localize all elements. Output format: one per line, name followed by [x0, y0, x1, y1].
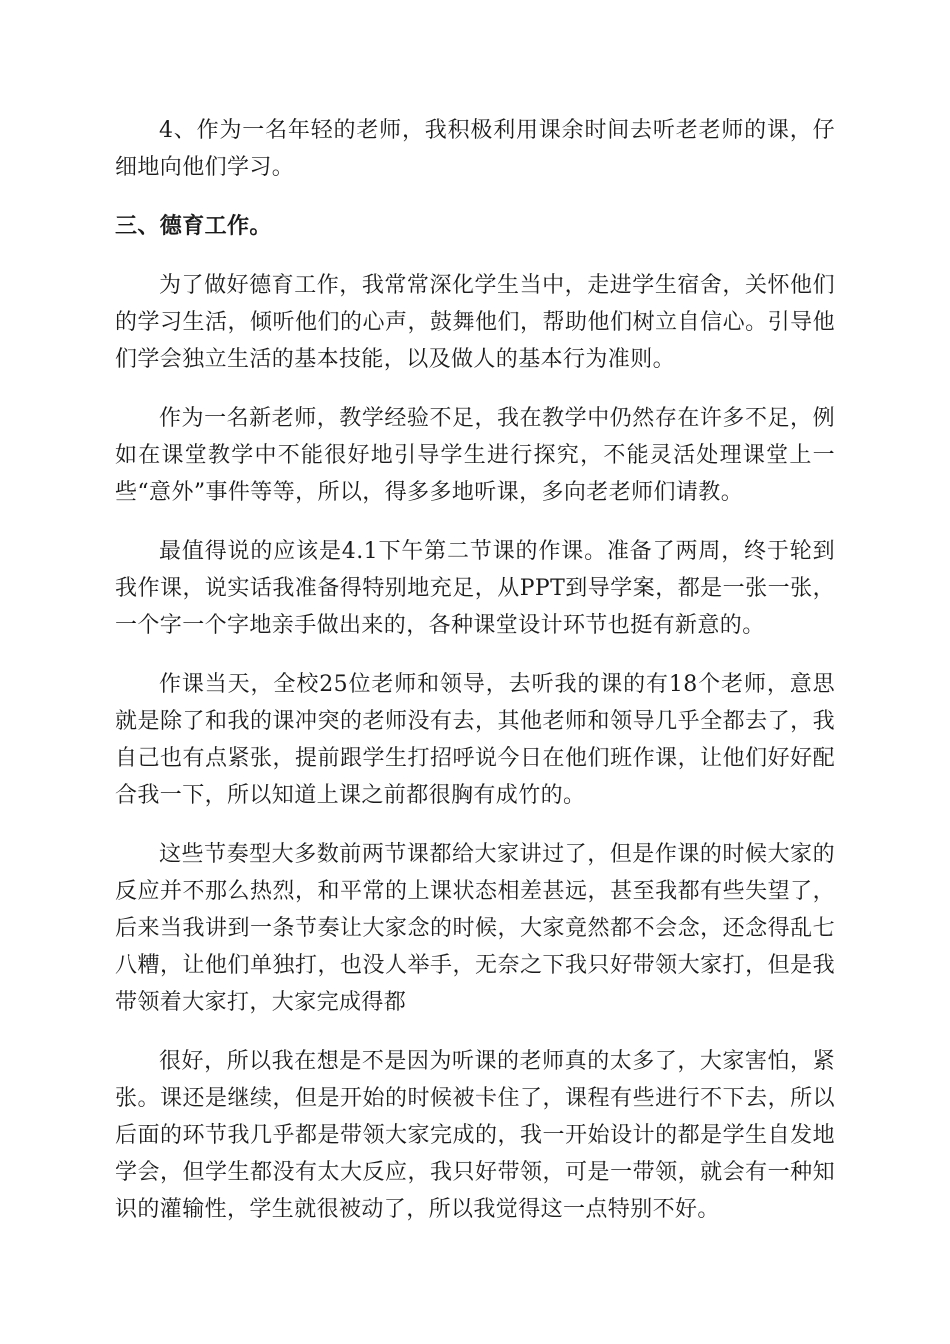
- paragraph-rhythm-patterns: 这些节奏型大多数前两节课都给大家讲过了，但是作课的时候大家的反应并不那么热烈，和平常的上课状态相差甚远，甚至我都有些失望了，后来当我讲到一条节奏让大家念的时候，大家竟然都不会念，还念得乱七八糟，让他们单独打，也没人举手，无奈之下我只好带领大家打，但是我带领着大家打，大家完成得都: [115, 842, 835, 1015]
- section-heading-moral-education: 三、德育工作。: [115, 214, 272, 239]
- paragraph-demo-lesson-day: 作课当天，全校25位老师和领导，去听我的课的有18个老师，意思就是除了和我的课冲突的老师没有去，其他老师和领导几乎全都去了，我自己也有点紧张，提前跟学生打招呼说今日在他们班作课，让他们好好配合我一下，所以知道上课之前都很胸有成竹的。: [115, 672, 835, 808]
- paragraph-moral-education-work: 为了做好德育工作，我常常深化学生当中，走进学生宿舍，关怀他们的学习生活，倾听他们的心声，鼓舞他们，帮助他们树立自信心。引导他们学会独立生活的基本技能，以及做人的基本行为准则。: [115, 273, 835, 372]
- document-page: [115, 112, 835, 1250]
- paragraph-new-teacher-shortcomings: 作为一名新老师，教学经验不足，我在教学中仍然存在许多不足，例如在课堂教学中不能很好地引导学生进行探究，不能灵活处理课堂上一些“意外”事件等等，所以，得多多地听课，多向老老师们请教。: [115, 406, 835, 505]
- paragraph-demo-lesson-preparation: 最值得说的应该是4.1下午第二节课的作课。准备了两周，终于轮到我作课，说实话我准备得特别地充足，从PPT到导学案，都是一张一张，一个字一个字地亲手做出来的，各种课堂设计环节也挺有新意的。: [115, 539, 835, 638]
- paragraph-young-teacher-learning: 4、作为一名年轻的老师，我积极利用课余时间去听老老师的课，仔细地向他们学习。: [115, 118, 835, 180]
- paragraph-lesson-reflection: 很好，所以我在想是不是因为听课的老师真的太多了，大家害怕，紧张。课还是继续，但是开始的时候被卡住了，课程有些进行不下去，所以后面的环节我几乎都是带领大家完成的，我一开始设计的都是学生自发地学会，但学生都没有太大反应，我只好带领，可是一带领，就会有一种知识的灌输性，学生就很被动了，所以我觉得这一点特别不好。: [115, 1049, 835, 1222]
